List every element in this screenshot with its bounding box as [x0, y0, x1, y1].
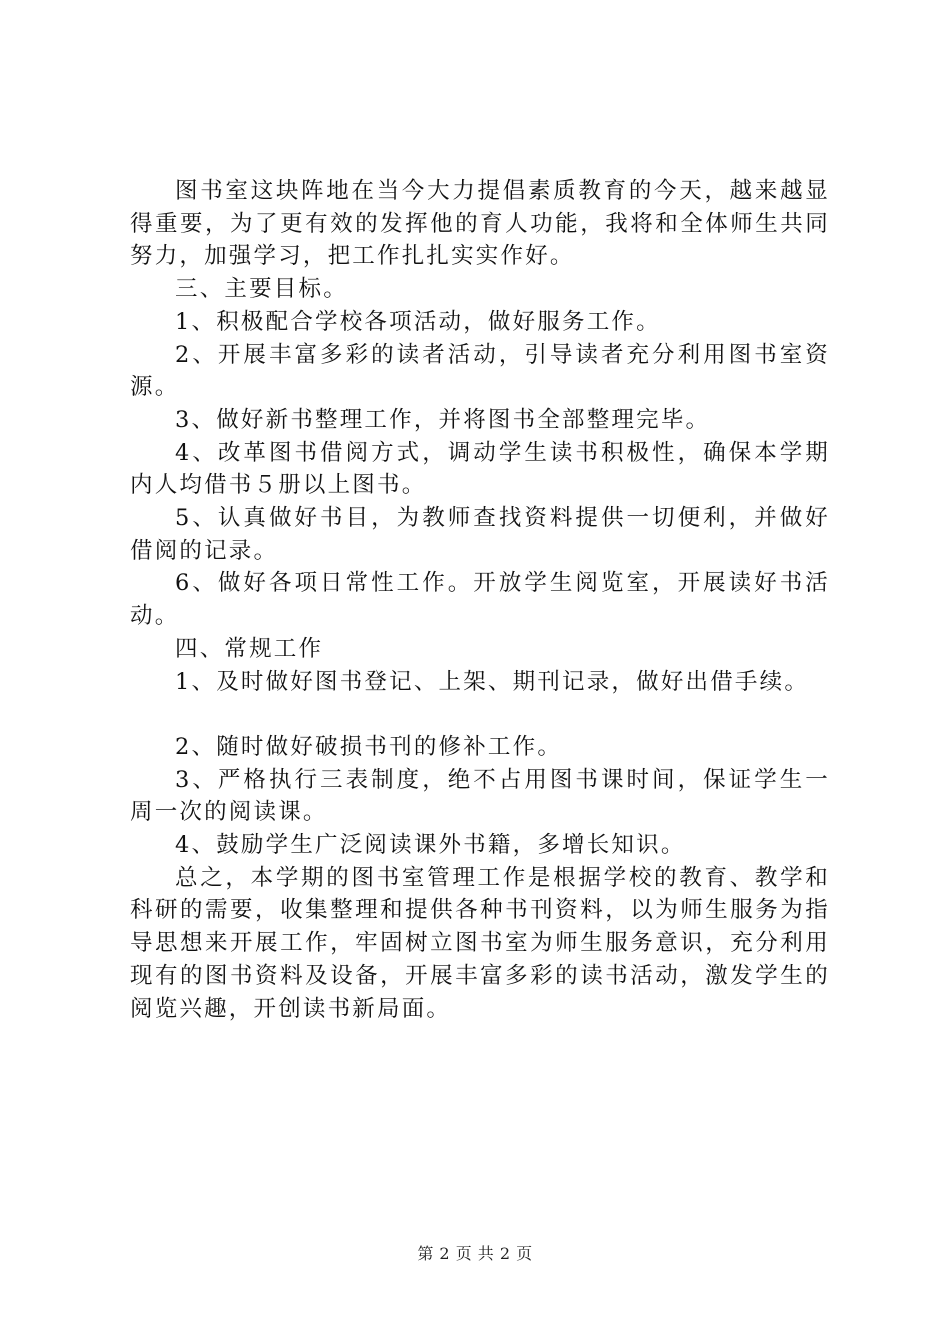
routine-item-1: 1、及时做好图书登记、上架、期刊记录，做好出借手续。	[175, 668, 810, 695]
routine-item-3: 3、严格执行三表制度，绝不占用图书课时间，保证学生一周一次的阅读课。	[130, 766, 830, 826]
goal-item-4: 4、改革图书借阅方式，调动学生读书积极性，确保本学期内人均借书５册以上图书。	[130, 439, 830, 499]
goal-item-3: 3、做好新书整理工作，并将图书全部整理完毕。	[175, 406, 711, 433]
routine-item-4: 4、鼓励学生广泛阅读课外书籍，多增长知识。	[175, 832, 686, 859]
page-footer	[0, 1244, 950, 1264]
goal-item-1: 1、积极配合学校各项活动，做好服务工作。	[175, 308, 661, 335]
paragraph-intro: 图书室这块阵地在当今大力提倡素质教育的今天，越来越显得重要，为了更有效的发挥他的育人功能，我将和全体师生共同努力，加强学习，把工作扎扎实实作好。	[130, 178, 830, 270]
goal-item-6: 6、做好各项日常性工作。开放学生阅览室，开展读好书活动。	[130, 570, 830, 630]
page-number-label: 第 2 页 共 2 页	[417, 1244, 533, 1263]
section-heading-goals: 三、主要目标。	[175, 276, 348, 303]
document-body	[130, 175, 830, 1025]
routine-item-2: 2、随时做好破损书刊的修补工作。	[175, 733, 563, 760]
goal-item-5: 5、认真做好书目，为教师查找资料提供一切便利，并做好借阅的记录。	[130, 505, 830, 564]
section-heading-routine: 四、常规工作	[175, 635, 324, 662]
goal-item-2: 2、开展丰富多彩的读者活动，引导读者充分利用图书室资源。	[130, 341, 830, 401]
paragraph-summary: 总之，本学期的图书室管理工作是根据学校的教育、教学和科研的需要，收集整理和提供各种书刊资料，以为师生服务为指导思想来开展工作，牢固树立图书室为师生服务意识，充分利用现有的图书资料及设备，开展丰富多彩的读书活动，激发学生的阅览兴趣，开创读书新局面。	[130, 864, 830, 1022]
